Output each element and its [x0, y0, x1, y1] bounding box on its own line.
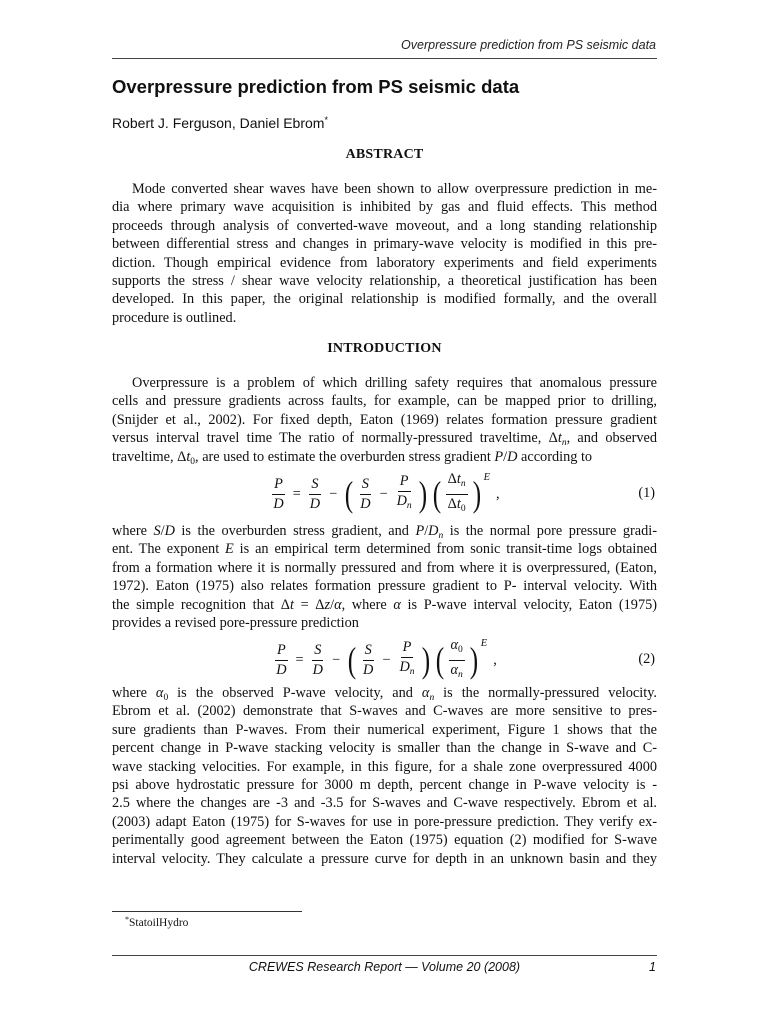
text-line: from a formation where it is normally pressured and from where it is overpressured, (Eaton, — [112, 559, 657, 576]
text-line: percent change in P-wave stacking velocity is smaller than the change in S-wave and C- — [112, 740, 657, 757]
text-line: wave stacking velocities. For example, in this figure, for a shale zone overpressured 4000 — [112, 758, 657, 775]
text-line: Overpressure is a problem of which drilling safety requires that anomalous pressure — [132, 375, 657, 391]
equation-2-number: (2) — [638, 651, 655, 667]
text-line: proceeds through analysis of converted-wave moveout, and a long standing relationship — [112, 217, 657, 234]
text-line: Ebrom et al. (2002) demonstrate that S-waves and C-waves are more sensitive to pres- — [112, 703, 657, 720]
authors — [112, 115, 328, 131]
footnote — [125, 915, 188, 929]
running-head: Overpressure prediction from PS seismic data — [401, 38, 656, 52]
text-line: sure gradients than P-waves. From their numerical experiment, Figure 1 shows that the — [112, 721, 657, 738]
equation-2-body: $\frac{P}{D}$ = $\frac{S}{D}$ − ( $\frac{S}{D}$ − $\frac{P}{D_n}$ ) ( $\frac{\alpha_0}{\alpha_n}$ ) E , — [276, 636, 497, 680]
text-line: 2.5 where the changes are -3 and -3.5 for S-waves and C-wave respectively. Ebrom et al. — [112, 795, 657, 812]
equation-1-number: (1) — [638, 485, 655, 501]
text-line: interval velocity. They calculate a pressure curve for depth in an unknown basin and they — [112, 850, 657, 867]
intro-paragraph-1 — [112, 374, 657, 466]
text-line: cells and pressure gradients across faults, for example, can be mapped prior to drilling, — [112, 393, 657, 410]
footnote-rule — [112, 911, 302, 912]
footnote-text: StatoilHydro — [129, 917, 189, 929]
text-line: provides a revised pore-pressure prediction — [112, 614, 359, 631]
header-rule — [112, 58, 657, 59]
equation-2 — [112, 636, 657, 684]
equation-1-body: $\frac{P}{D}$ = $\frac{S}{D}$ − ( $\frac{S}{D}$ − $\frac{P}{D_n}$ ) ( $\frac{\Delta t_n}{\Delta t_0}$ ) E , — [273, 470, 500, 514]
text-line: (Snijder et al., 2002). For fixed depth, Eaton (1969) relates formation pressure gradient — [112, 411, 657, 428]
text-line: psi above hydrostatic pressure for 3000 m depth, percent change in P-wave velocity is - — [112, 776, 657, 793]
footer-report: CREWES Research Report — Volume 20 (2008) — [248, 960, 521, 974]
footnote-mark: * — [125, 915, 129, 924]
text-line: where S/D is the overburden stress gradient, and $P/D_n$ is the normal pore pressure gradi- — [112, 523, 658, 541]
footer-rule — [112, 955, 657, 956]
text-line: (2003) adapt Eaton (1975) for S-waves for use in pore-pressure prediction. They verify ex- — [112, 813, 657, 830]
intro-paragraph-3 — [112, 684, 657, 868]
text-line: versus interval travel time The ratio of normally-pressured traveltime, $\Delta t_n$, and observed — [112, 430, 657, 449]
introduction-heading: INTRODUCTION — [327, 341, 442, 356]
text-line: ent. The exponent E is an empirical term determined from sonic transit-time logs obtained — [112, 541, 657, 558]
author-footnote-mark: * — [324, 115, 328, 125]
text-line: between differential stress and changes in primary-wave velocity is modified in this pre- — [112, 236, 657, 253]
intro-paragraph-2 — [112, 522, 657, 632]
text-line: supports the stress / shear wave velocity relationship, a theoretical justification has been — [112, 272, 657, 289]
paper-title: Overpressure prediction from PS seismic data — [112, 76, 520, 97]
abstract-heading: ABSTRACT — [345, 147, 424, 162]
text-line: diction. Though empirical evidence from laboratory experiments and field experiments — [112, 254, 657, 271]
abstract-paragraph — [112, 180, 657, 327]
text-line: the simple recognition that Δt = Δz/α, where α is P-wave interval velocity, Eaton (1975) — [112, 596, 658, 613]
text-line: procedure is outlined. — [112, 309, 237, 326]
text-line: where $\alpha_0$ is the observed P-wave velocity, and $\alpha_n$ is the normally-pressured velocity. — [112, 685, 657, 703]
text-line: Mode converted shear waves have been shown to allow overpressure prediction in me- — [132, 181, 657, 197]
author-names: Robert J. Ferguson, Daniel Ebrom — [112, 115, 325, 131]
math-delta-tn: $\Delta t_n$ — [548, 430, 567, 449]
math-delta-t0: $\Delta t_0$ — [177, 448, 196, 467]
math-p-over-d: P/D — [494, 448, 518, 465]
text-line: 1972). Eaton (1975) also relates formation pressure gradient to P- interval velocity. With — [112, 578, 657, 595]
page-number: 1 — [649, 960, 656, 974]
text-line: dia where primary wave acquisition is inhibited by gas and fluid effects. This method — [112, 199, 657, 216]
text-line: perimentally good agreement between the Eaton (1975) equation (2) modified for S-wave — [112, 832, 657, 849]
text-line: developed. In this paper, the original relationship is modified formally, and the overall — [112, 291, 657, 308]
equation-1 — [112, 470, 657, 518]
text-line: traveltime, $\Delta t_0$, are used to estimate the overburden stress gradient P/D according to — [112, 448, 593, 467]
